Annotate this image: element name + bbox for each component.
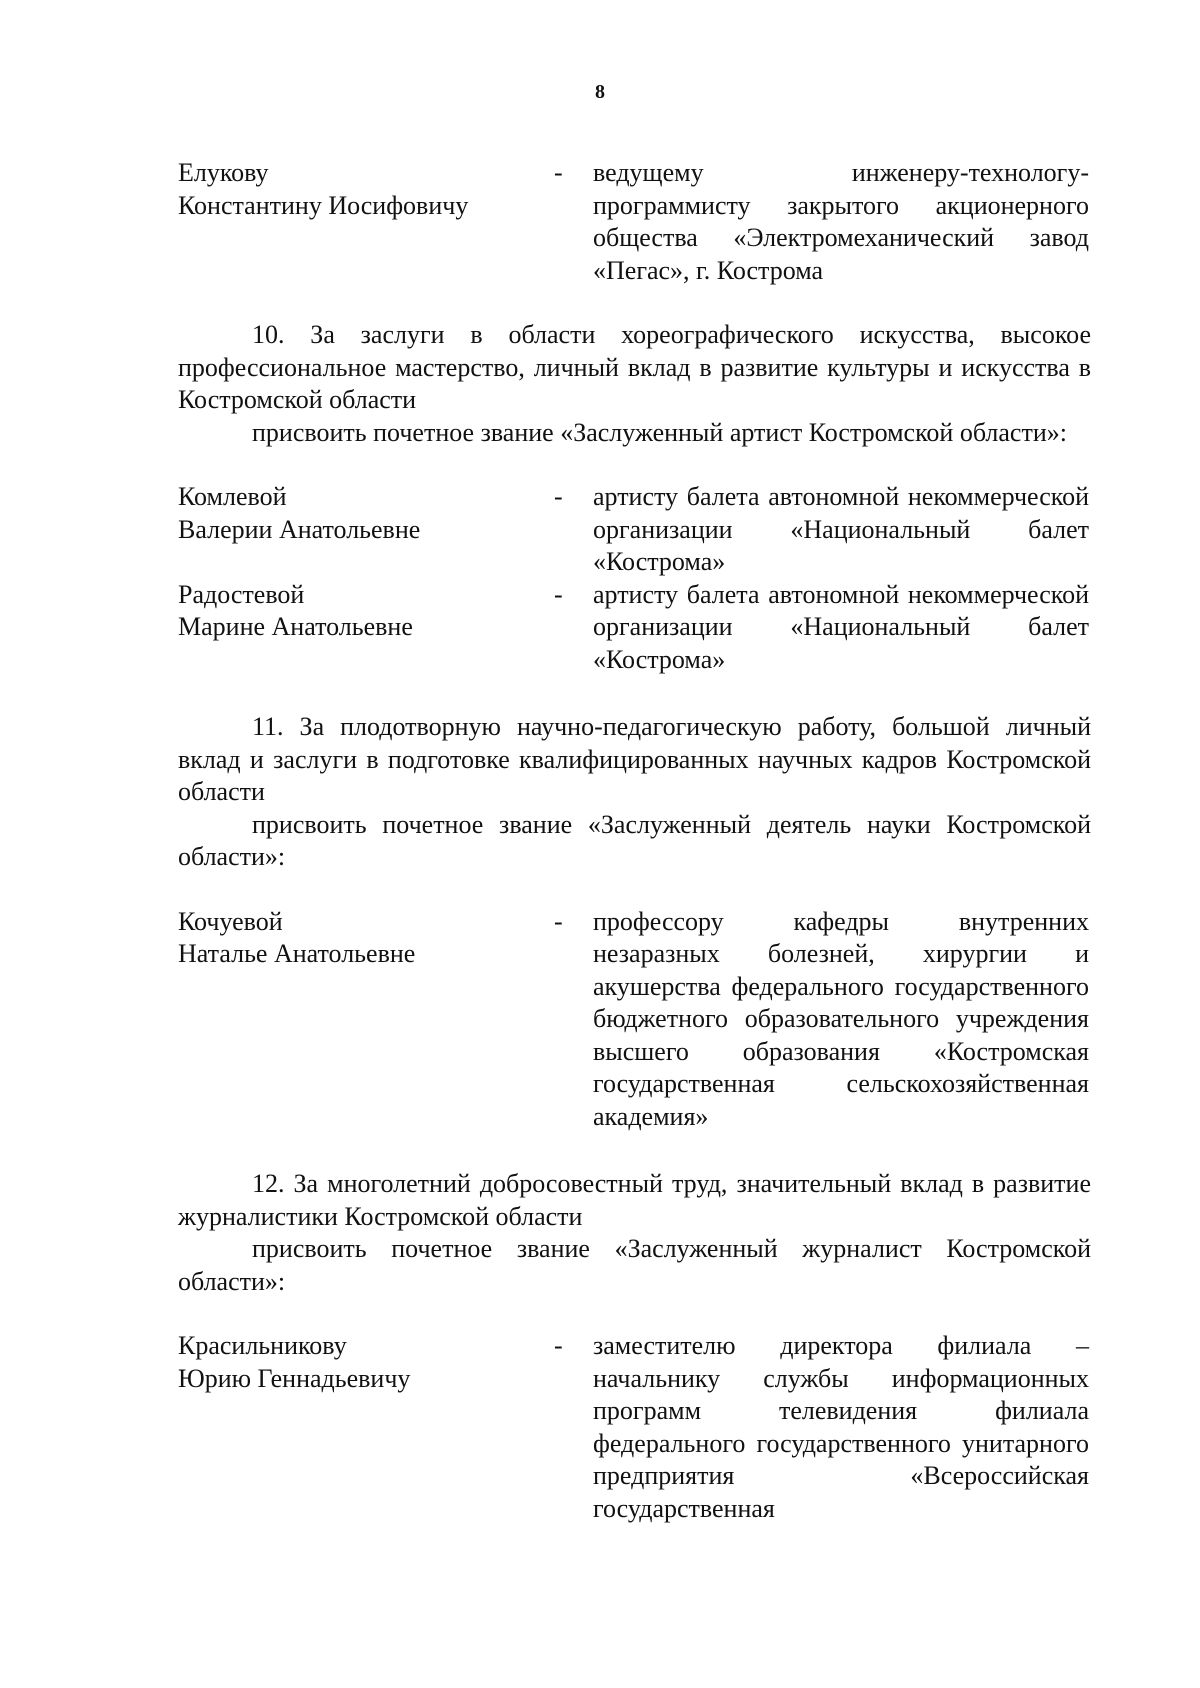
recipient-position: заместителю директора филиала – начальнику службы информационных программ телевидения филиала федерального государственного унитарного предприятия «Всероссийская государственная: [593, 1331, 1089, 1523]
recipient-surname: Кочуевой: [178, 906, 283, 936]
recipient-position: артисту балета автономной некоммерческой организации «Национальный балет «Кострома»: [593, 482, 1089, 576]
section-12-award: присвоить почетное звание «Заслуженный журналист Костромской области»:: [178, 1234, 1091, 1296]
document-body: [178, 157, 1091, 1525]
section-10-paragraph: 10. За заслуги в области хореографического искусства, высокое профессиональное мастерство, личный вклад в развитие культуры и искусства в Костромской области: [178, 320, 1091, 414]
recipient-name: [178, 579, 528, 644]
recipient-position: профессору кафедры внутренних незаразных болезней, хирургии и акушерства федерального государственного бюджетного образовательного учреждения высшего образования «Костромская государственная сельскохозяйственная академия»: [593, 906, 1089, 1131]
recipient-position: артисту балета автономной некоммерческой организации «Национальный балет «Кострома»: [593, 579, 1089, 674]
award-entry-krasilnikov: [178, 1330, 1091, 1525]
recipient-given-names: Наталье Анатольевне: [178, 939, 416, 968]
section-11-award: присвоить почетное звание «Заслуженный деятель науки Костромской области»:: [178, 809, 1091, 871]
recipient-surname: Комлевой: [178, 482, 287, 511]
recipient-given-names: Константину Иосифовичу: [178, 190, 469, 220]
recipient-surname: Елукову: [178, 158, 269, 187]
award-entry-radosteva: [178, 579, 1091, 677]
recipient-given-names: Валерии Анатольевне: [178, 514, 421, 544]
recipient-given-names: Юрию Геннадьевичу: [178, 1363, 411, 1393]
section-11-paragraph: 11. За плодотворную научно-педагогическую работу, большой личный вклад и заслуги в подготовке квалифицированных научных кадров Костромской области: [178, 712, 1091, 806]
recipient-given-names: Марине Анатольевне: [178, 612, 413, 641]
page-number: 8: [595, 81, 605, 103]
entry-dash: -: [554, 1331, 563, 1360]
recipient-position: ведущему инженеру-технологу-программисту закрытого акционерного общества «Электромеханический завод «Пегас», г. Кострома: [593, 158, 1089, 285]
recipient-name: [178, 481, 528, 546]
section-12-paragraph: 12. За многолетний добросовестный труд, значительный вклад в развитие журналистики Костромской области: [178, 1169, 1091, 1231]
entry-dash: -: [554, 579, 563, 609]
recipient-name: [178, 906, 528, 971]
award-entry-elukov: [178, 157, 1091, 287]
section-10-award: присвоить почетное звание «Заслуженный артист Костромской области»:: [252, 417, 1067, 447]
recipient-name: [178, 1330, 528, 1395]
recipient-surname: Радостевой: [178, 579, 305, 609]
award-entry-kochueva: [178, 906, 1091, 1134]
entry-dash: -: [554, 482, 563, 511]
award-entry-komleva: [178, 481, 1091, 579]
entry-dash: -: [554, 906, 563, 936]
recipient-surname: Красильникову: [178, 1331, 347, 1360]
entry-dash: -: [554, 158, 563, 187]
recipient-name: [178, 157, 528, 222]
